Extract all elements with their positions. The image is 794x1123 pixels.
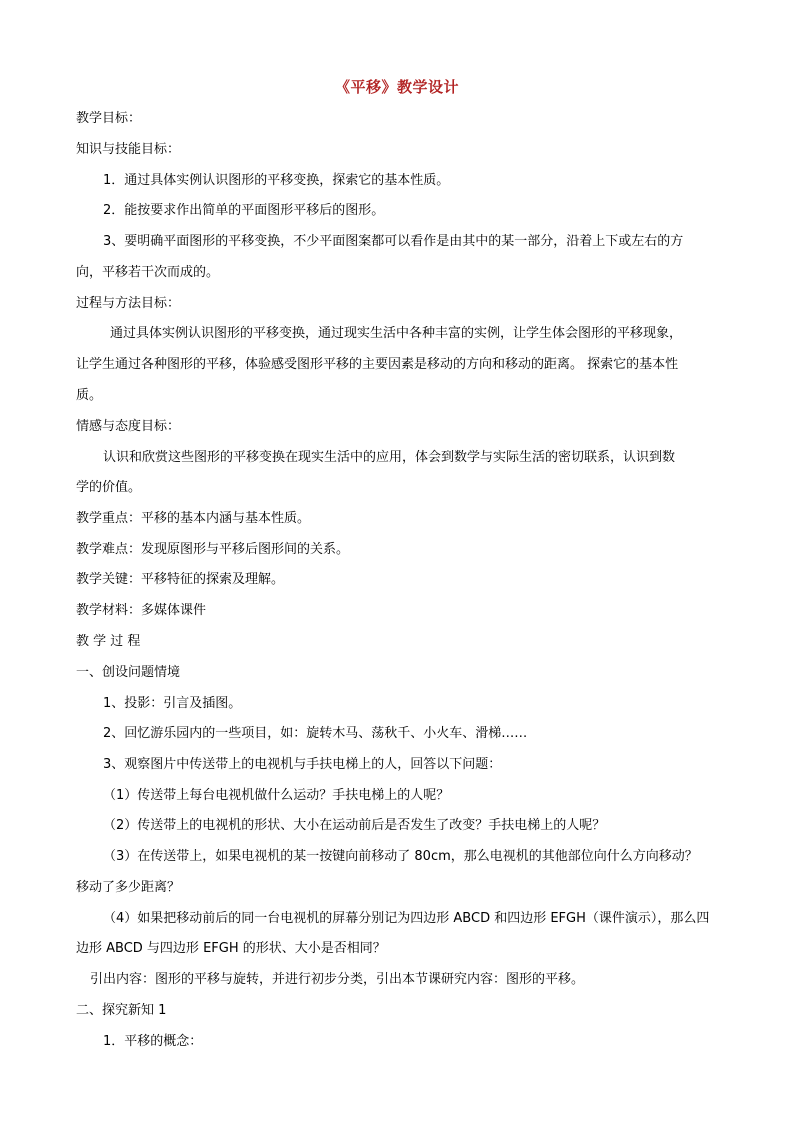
emotion-para-line-2: 学的价值。 (76, 480, 142, 495)
question-1: （1）传送带上每台电视机做什么运动？手扶电梯上的人呢？ (103, 788, 450, 803)
crux: 教学关键：平移特征的探索及理解。 (76, 572, 285, 587)
question-3-line-1: （3）在传送带上，如果电视机的某一按键向前移动了 80cm，那么电视机的其他部位向什么方向移动？ (103, 849, 698, 864)
process-heading: 过程与方法目标： (76, 296, 181, 311)
materials: 教学材料：多媒体课件 (76, 603, 207, 618)
question-4-line-2: 边形 ABCD 与四边形 EFGH 的形状、大小是否相同？ (76, 941, 386, 956)
emotion-heading: 情感与态度目标： (76, 419, 181, 434)
question-2: （2）传送带上的电视机的形状、大小在运动前后是否发生了改变？手扶电梯上的人呢？ (103, 818, 606, 833)
lead-in: 引出内容：图形的平移与旋转，并进行初步分类，引出本节课研究内容：图形的平移。 (90, 972, 585, 987)
section-2-heading: 二、探究新知 1 (76, 1003, 167, 1018)
process-para-line-1: 通过具体实例认识图形的平移变换，通过现实生活中各种丰富的实例，让学生体会图形的平移现象， (110, 326, 683, 341)
knowledge-item-2: 2．能按要求作出简单的平面图形平移后的图形。 (103, 203, 385, 218)
knowledge-item-3-line-1: 3、要明确平面图形的平移变换，不少平面图案都可以看作是由其中的某一部分，沿着上下或左右的方 (103, 234, 684, 249)
process-title: 教 学 过 程 (76, 634, 141, 649)
section-1-item-1: 1、投影：引言及插图。 (103, 696, 242, 711)
process-para-line-3: 质。 (76, 388, 103, 403)
question-3-line-2: 移动了多少距离？ (76, 880, 181, 895)
difficulty: 教学难点：发现原图形与平移后图形间的关系。 (76, 542, 350, 557)
goals-heading: 教学目标： (76, 111, 142, 126)
section-1-item-2: 2、回忆游乐园内的一些项目，如：旋转木马、荡秋千、小火车、滑梯…… (103, 726, 528, 741)
knowledge-heading: 知识与技能目标： (76, 142, 181, 157)
key-point: 教学重点：平移的基本内涵与基本性质。 (76, 511, 311, 526)
emotion-para-line-1: 认识和欣赏这些图形的平移变换在现实生活中的应用，体会到数学与实际生活的密切联系，认识到数 (103, 450, 676, 465)
question-4-line-1: （4）如果把移动前后的同一台电视机的屏幕分别记为四边形 ABCD 和四边形 EFGH（课件演示），那么四 (103, 911, 710, 926)
section-1-item-3: 3、观察图片中传送带上的电视机与手扶电梯上的人，回答以下问题： (103, 757, 502, 772)
process-para-line-2: 让学生通过各种图形的平移，体验感受图形平移的主要因素是移动的方向和移动的距离。 探索它的基本性 (76, 357, 679, 372)
section-2-item-1: 1．平移的概念： (103, 1034, 203, 1049)
document-title: 《平移》教学设计 (334, 78, 459, 96)
knowledge-item-3-line-2: 向，平移若干次而成的。 (76, 265, 220, 280)
knowledge-item-1: 1．通过具体实例认识图形的平移变换，探索它的基本性质。 (103, 173, 450, 188)
section-1-heading: 一、创设问题情境 (76, 665, 181, 680)
